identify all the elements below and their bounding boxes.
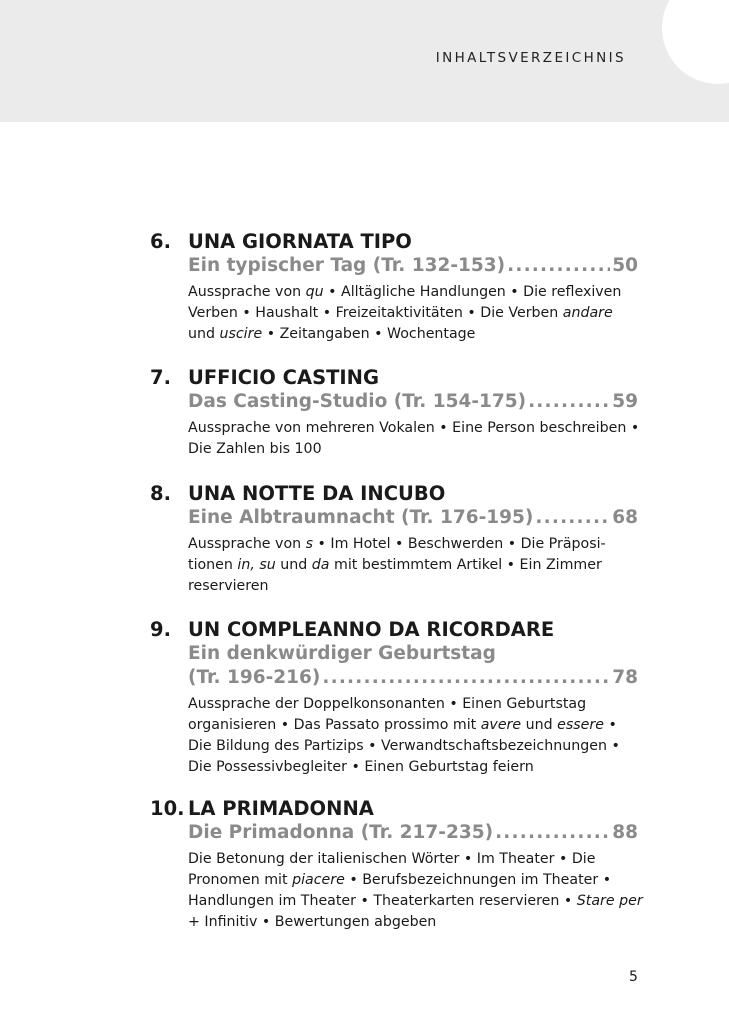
chapter-subtitle (188, 666, 638, 689)
chapter-title: UFFICIO CASTING (188, 366, 379, 389)
description-text: • Die Bildung des Partizips • Verwandtschaftsbezeichnungen • Die Possessivbegleiter • Einen Geburtstag feiern (188, 717, 620, 775)
page-ref: 88 (612, 822, 638, 843)
description-text: Aussprache von (188, 284, 306, 300)
description-text: mit bestimmtem Artikel • Ein Zimmer reservieren (188, 557, 602, 594)
italic-term: da (311, 557, 330, 573)
chapter-subtitle (188, 821, 638, 844)
chapter-subtitle (188, 390, 638, 413)
description-text: und (188, 326, 220, 342)
dot-leader (535, 506, 610, 529)
chapter-title: LA PRIMADONNA (188, 797, 374, 820)
chapter-description (188, 418, 643, 460)
dot-leader (528, 390, 610, 413)
chapter-number: 10. (150, 797, 185, 820)
description-text: Aussprache von (188, 536, 306, 552)
italic-term: andare (562, 305, 613, 321)
chapter-number: 9. (150, 618, 171, 641)
italic-term: in, su (237, 557, 276, 573)
dot-leader (322, 666, 610, 689)
chapter-description (188, 534, 643, 597)
chapter-title: UN COMPLEANNO DA RICORDARE (188, 618, 555, 641)
page-number: 5 (629, 969, 638, 985)
section-title: INHALTSVERZEICHNIS (435, 50, 626, 66)
italic-term: avere (480, 717, 522, 733)
italic-term: essere (557, 717, 604, 733)
description-text: und (275, 557, 312, 573)
page-ref: 50 (612, 255, 638, 276)
description-text: • Zeitangaben • Wochentage (262, 326, 476, 342)
chapter-number: 8. (150, 482, 171, 505)
description-text: • Im Hotel • Beschwerden • Die Präpositionen (188, 536, 606, 573)
description-text: Die Betonung der italienischen Wörter • Im Theater • Die Pronomen mit (188, 851, 596, 888)
description-text: Aussprache der Doppelkonsonanten • Einen Geburtstag organisieren • Das Passato prossimo mit (188, 696, 587, 733)
dot-leader (507, 254, 610, 277)
italic-term: qu (305, 284, 324, 300)
chapter-subtitle-text: Das Casting-Studio (Tr. 154-175) (188, 391, 527, 412)
description-text: • Alltägliche Handlungen • Die reflexiven Verben • Haushalt • Freizeitaktivitäten • Die Verben (188, 284, 622, 321)
chapter-subtitle-text: (Tr. 196-216) (188, 667, 321, 688)
italic-term: s (305, 536, 314, 552)
chapter-subtitle (188, 506, 638, 529)
chapter-subtitle-text: Eine Albtraumnacht (Tr. 176-195) (188, 507, 534, 528)
chapter-subtitle-text: Die Primadonna (Tr. 217-235) (188, 822, 494, 843)
italic-term: uscire (219, 326, 263, 342)
chapter-number: 7. (150, 366, 171, 389)
dot-leader (495, 821, 610, 844)
chapter-description (188, 849, 643, 933)
description-text: und (521, 717, 558, 733)
italic-term: Stare per (576, 893, 643, 909)
page-ref: 68 (612, 507, 638, 528)
header-circle-decoration (662, 0, 729, 84)
header-band (0, 0, 729, 122)
chapter-title: UNA NOTTE DA INCUBO (188, 482, 446, 505)
description-text: • Berufsbezeichnungen im Theater • Handlungen im Theater • Theaterkarten reservieren • (188, 872, 612, 909)
chapter-subtitle (188, 254, 638, 277)
page-ref: 59 (612, 391, 638, 412)
chapter-description (188, 282, 643, 345)
chapter-subtitle-line1: Ein denkwürdiger Geburtstag (188, 643, 496, 664)
chapter-description (188, 694, 643, 778)
italic-term: piacere (292, 872, 345, 888)
description-text: Aussprache von mehreren Vokalen • Eine Person beschreiben • Die Zahlen bis 100 (188, 420, 640, 457)
description-text: + Infinitiv • Bewertungen abgeben (188, 914, 437, 930)
chapter-number: 6. (150, 230, 171, 253)
chapter-subtitle-text: Ein typischer Tag (Tr. 132-153) (188, 255, 506, 276)
page-ref: 78 (612, 667, 638, 688)
chapter-title: UNA GIORNATA TIPO (188, 230, 412, 253)
